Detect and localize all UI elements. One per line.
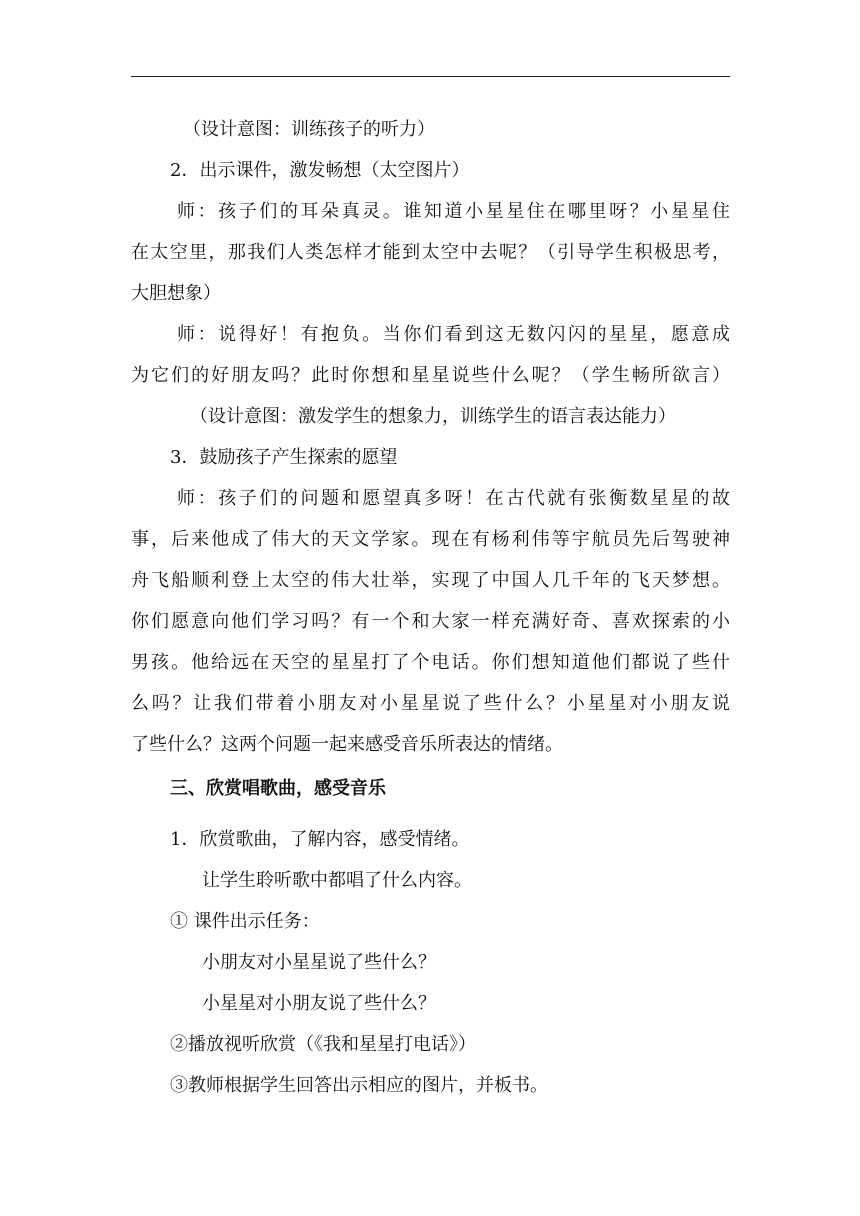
paragraph-line: 在太空里，那我们人类怎样才能到太空中去呢？（引导学生积极思考， <box>131 242 730 263</box>
section-3-heading: 三、欣赏唱歌曲，感受音乐 <box>170 778 386 799</box>
task-question-2: 小星星对小朋友说了些什么？ <box>202 993 436 1014</box>
step-2-heading: 2．出示课件，激发畅想（太空图片） <box>170 160 470 181</box>
paragraph-line: 事，后来他成了伟大的天文学家。现在有杨利伟等宇航员先后驾驶神 <box>131 529 730 550</box>
paragraph-line: 么吗？让我们带着小朋友对小星星说了些什么？小星星对小朋友说 <box>131 693 730 714</box>
paragraph-line: 师：说得好！有抱负。当你们看到这无数闪闪的星星，愿意成 <box>177 324 730 345</box>
task-item-2: ②播放视听欣赏（《我和星星打电话》） <box>170 1034 476 1055</box>
task-question-1: 小朋友对小星星说了些什么？ <box>202 952 436 973</box>
paragraph-line: 舟飞船顺利登上太空的伟大壮举，实现了中国人几千年的飞天梦想。 <box>131 570 730 591</box>
step-1-heading: 1．欣赏歌曲，了解内容，感受情绪。 <box>170 829 470 850</box>
header-rule <box>131 76 730 77</box>
task-item-3: ③教师根据学生回答出示相应的图片，并板书。 <box>170 1075 548 1096</box>
paragraph-line: 师：孩子们的问题和愿望真多呀！在古代就有张衡数星星的故 <box>177 488 730 509</box>
design-intent-listening: （设计意图：训练孩子的听力） <box>183 119 435 140</box>
paragraph-line: 让学生聆听歌中都唱了什么内容。 <box>202 870 472 891</box>
paragraph-line: 了些什么？这两个问题一起来感受音乐所表达的情绪。 <box>131 734 563 755</box>
paragraph-line: 师：孩子们的耳朵真灵。谁知道小星星住在哪里呀？小星星住 <box>177 201 730 222</box>
paragraph-line: 为它们的好朋友吗？此时你想和星星说些什么呢？（学生畅所欲言） <box>131 365 730 386</box>
paragraph-line: 男孩。他给远在天空的星星打了个电话。你们想知道他们都说了些什 <box>131 652 730 673</box>
task-item-1: ① 课件出示任务： <box>170 911 320 932</box>
paragraph-line: 大胆想象） <box>131 283 221 304</box>
step-3-heading: 3．鼓励孩子产生探索的愿望 <box>170 447 398 468</box>
paragraph-line: 你们愿意向他们学习吗？有一个和大家一样充满好奇、喜欢探索的小 <box>131 611 730 632</box>
design-intent-imagination: （设计意图：激发学生的想象力，训练学生的语言表达能力） <box>190 406 676 427</box>
